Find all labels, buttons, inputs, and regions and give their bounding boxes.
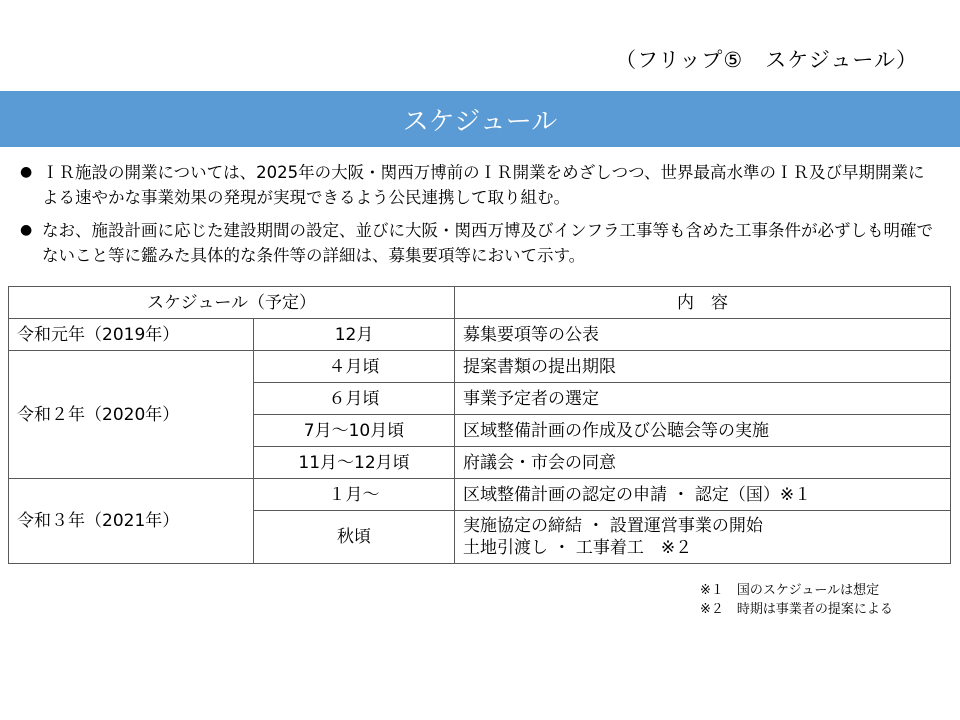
date-cell: 7月～10月頃 <box>254 415 455 447</box>
content-line: 区域整備計画の認定の申請 ・ 認定（国）※１ <box>463 484 812 505</box>
table-header-row <box>9 287 951 319</box>
content-line: 事業予定者の選定 <box>463 388 600 409</box>
content-line: 府議会・市会の同意 <box>463 452 617 473</box>
page-title: スケジュール <box>402 106 558 137</box>
content-line: 土地引渡し ・ 工事着工 ※２ <box>463 538 693 558</box>
content-cell <box>455 479 951 511</box>
content-line: 募集要項等の公表 <box>463 324 600 345</box>
bullet-dot-icon: ● <box>20 164 33 180</box>
content-line: 実施協定の締結 ・ 設置運営事業の開始 <box>463 516 763 536</box>
date-cell: 12月 <box>254 319 455 351</box>
bullet-text: ＩＲ施設の開業については、2025年の大阪・関西万博前のＩＲ開業をめざしつつ、世界最高水準のＩＲ及び早期開業による速やかな事業効果の発現が実現できるよう公民連携して取り組む。 <box>42 163 925 207</box>
date-cell: ４月頃 <box>254 351 455 383</box>
content-cell <box>455 415 951 447</box>
bullet-list <box>20 160 940 276</box>
bullet-dot-icon: ● <box>20 222 33 238</box>
date-cell: １月～ <box>254 479 455 511</box>
bullet-text: なお、施設計画に応じた建設期間の設定、並びに大阪・関西万博及びインフラ工事等も含めた工事条件が必ずしも明確でないこと等に鑑みた具体的な条件等の詳細は、募集要項等において示す。 <box>42 221 933 265</box>
content-column-header: 内 容 <box>455 287 951 319</box>
content-cell <box>455 447 951 479</box>
content-cell <box>455 383 951 415</box>
date-cell: 11月～12月頃 <box>254 447 455 479</box>
bullet-item <box>20 218 940 268</box>
title-banner <box>0 91 960 147</box>
content-cell <box>455 511 951 564</box>
date-cell: ６月頃 <box>254 383 455 415</box>
table-row <box>9 479 951 511</box>
table-row <box>9 319 951 351</box>
year-cell: 令和３年（2021年） <box>9 479 254 564</box>
table-row <box>9 351 951 383</box>
content-cell <box>455 351 951 383</box>
flip-label: （フリップ⑤ スケジュール） <box>615 48 918 72</box>
footnote: ※２ 時期は事業者の提案による <box>700 602 893 617</box>
content-line: 提案書類の提出期限 <box>463 356 617 377</box>
footnotes <box>700 581 893 619</box>
footnote: ※１ 国のスケジュールは想定 <box>700 583 880 598</box>
year-cell: 令和元年（2019年） <box>9 319 254 351</box>
bullet-item <box>20 160 940 210</box>
schedule-table <box>8 286 951 564</box>
content-line: 区域整備計画の作成及び公聴会等の実施 <box>463 420 770 441</box>
content-cell <box>455 319 951 351</box>
schedule-column-header: スケジュール（予定） <box>9 287 455 319</box>
year-cell: 令和２年（2020年） <box>9 351 254 479</box>
date-cell: 秋頃 <box>254 511 455 564</box>
